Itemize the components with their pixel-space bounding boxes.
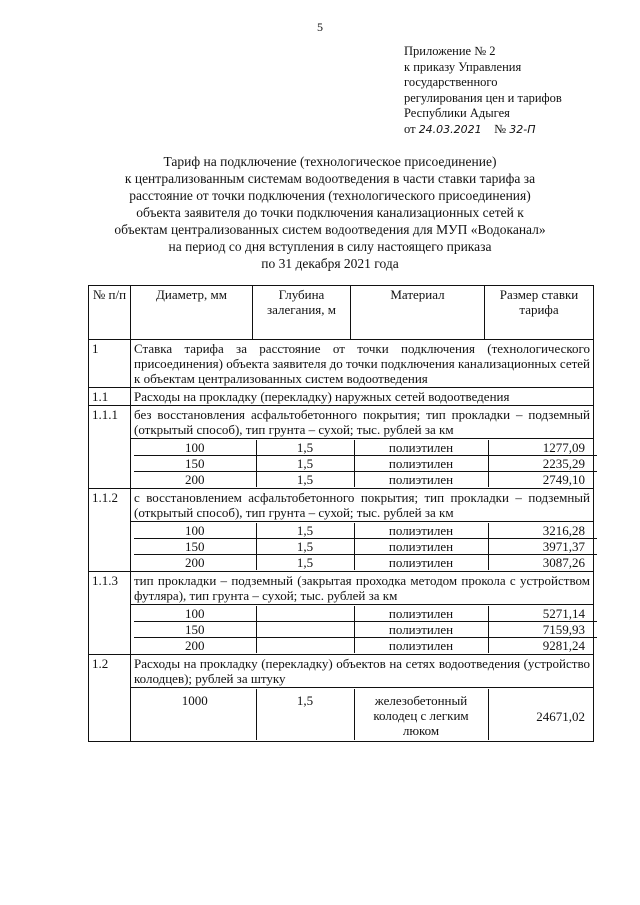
row-description: без восстановления асфальтобетонного покрытия; тип прокладки – подземный (открытый способ), тип грунта – сухой; тыс. рублей за км — [131, 406, 594, 439]
table-row — [89, 340, 594, 388]
diameter-cell: 150 — [134, 456, 256, 472]
diameter-cell: 100 — [134, 440, 256, 456]
header-diameter: Диаметр, мм — [131, 286, 253, 340]
material-cell: полиэтилен — [354, 638, 488, 654]
sub-table — [134, 606, 597, 653]
material-cell: полиэтилен — [354, 555, 488, 571]
header-rate: Размер ставки тарифа — [485, 286, 594, 340]
tariff-table — [88, 285, 594, 742]
title-line: к централизованным системам водоотведения в части ставки тарифа за — [124, 171, 536, 186]
rate-cell: 3216,28 — [488, 523, 597, 539]
title-line: Тариф на подключение (технологическое присоединение) — [163, 154, 497, 169]
diameter-cell: 100 — [134, 606, 256, 622]
table-header-row — [89, 286, 594, 340]
rate-cell: 1277,09 — [488, 440, 597, 456]
rate-cell: 3087,26 — [488, 555, 597, 571]
row-description: Расходы на прокладку (перекладку) наружных сетей водоотведения — [131, 388, 594, 406]
rate-cell: 5271,14 — [488, 606, 597, 622]
appendix-line: Республики Адыгея — [404, 106, 510, 121]
table-row — [89, 655, 594, 688]
diameter-cell: 150 — [134, 622, 256, 638]
depth-cell — [256, 622, 354, 638]
depth-cell — [256, 638, 354, 654]
page-number: 5 — [317, 20, 323, 34]
material-cell: полиэтилен — [354, 440, 488, 456]
table-row — [134, 606, 597, 622]
material-cell: полиэтилен — [354, 622, 488, 638]
table-row — [89, 439, 594, 489]
appendix-line: государственного — [404, 75, 498, 90]
diameter-cell: 200 — [134, 555, 256, 571]
order-date-number — [404, 122, 634, 138]
sub-table-cell — [131, 688, 594, 742]
table-row — [134, 539, 597, 555]
sub-table-cell — [131, 522, 594, 572]
row-number: 1.1 — [89, 388, 131, 406]
document-title — [70, 153, 590, 272]
material-cell: железобетонный колодец с легким люком — [354, 689, 488, 740]
title-line: на период со дня вступления в силу настоящего приказа — [168, 239, 492, 254]
material-cell: полиэтилен — [354, 606, 488, 622]
table-row — [89, 522, 594, 572]
diameter-cell: 200 — [134, 472, 256, 488]
table-row — [89, 489, 594, 522]
table-row — [89, 388, 594, 406]
number-prefix: № — [494, 121, 507, 136]
table-row — [134, 440, 597, 456]
depth-cell: 1,5 — [256, 555, 354, 571]
table-row — [134, 523, 597, 539]
row-number: 1.1.2 — [89, 489, 131, 572]
depth-cell: 1,5 — [256, 456, 354, 472]
diameter-cell: 150 — [134, 539, 256, 555]
table-row — [134, 689, 597, 740]
diameter-cell: 1000 — [134, 689, 256, 740]
rate-cell: 2235,29 — [488, 456, 597, 472]
row-number: 1 — [89, 340, 131, 388]
table-row — [89, 572, 594, 605]
title-line: по 31 декабря 2021 года — [261, 256, 399, 271]
row-number: 1.1.3 — [89, 572, 131, 655]
sub-table — [134, 523, 597, 570]
table-row — [134, 555, 597, 571]
depth-cell: 1,5 — [256, 523, 354, 539]
sub-table-cell — [131, 605, 594, 655]
row-description: тип прокладки – подземный (закрытая проходка методом прокола с устройством футляра), тип грунта – сухой; тыс. рублей за км — [131, 572, 594, 605]
header-material: Материал — [351, 286, 485, 340]
table-row — [89, 688, 594, 742]
sub-table — [134, 440, 597, 487]
header-num: № п/п — [89, 286, 131, 340]
row-description: Расходы на прокладку (перекладку) объектов на сетях водоотведения (устройство колодцев); рублей за штуку — [131, 655, 594, 688]
appendix-line: Приложение № 2 — [404, 44, 496, 58]
appendix-block — [404, 44, 634, 138]
row-number: 1.1.1 — [89, 406, 131, 489]
table-row — [134, 622, 597, 638]
material-cell: полиэтилен — [354, 523, 488, 539]
material-cell: полиэтилен — [354, 472, 488, 488]
title-line: объектам централизованных систем водоотведения для МУП «Водоканал» — [114, 222, 546, 237]
depth-cell: 1,5 — [256, 539, 354, 555]
table-row — [89, 605, 594, 655]
row-description: Ставка тарифа за расстояние от точки подключения (технологического присоединения) объекта заявителя до точки подключения канализационных сетей к объектам централизованных систем водоотведения — [131, 340, 594, 388]
material-cell: полиэтилен — [354, 539, 488, 555]
material-cell: полиэтилен — [354, 456, 488, 472]
diameter-cell: 100 — [134, 523, 256, 539]
rate-cell: 7159,93 — [488, 622, 597, 638]
row-description: с восстановлением асфальтобетонного покрытия; тип прокладки – подземный (открытый способ), тип грунта – сухой; тыс. рублей за км — [131, 489, 594, 522]
rate-cell: 2749,10 — [488, 472, 597, 488]
depth-cell: 1,5 — [256, 472, 354, 488]
diameter-cell: 200 — [134, 638, 256, 654]
title-line: объекта заявителя до точки подключения канализационных сетей к — [136, 205, 524, 220]
depth-cell: 1,5 — [256, 440, 354, 456]
sub-table — [134, 689, 597, 740]
table-row — [134, 472, 597, 488]
order-date: 24.03.2021 — [418, 122, 482, 136]
sub-table-cell — [131, 439, 594, 489]
order-number: 32-П — [509, 122, 536, 136]
title-line: расстояние от точки подключения (технологического присоединения) — [129, 188, 531, 203]
rate-cell: 24671,02 — [488, 689, 597, 740]
header-depth: Глубина залегания, м — [253, 286, 351, 340]
date-prefix: от — [404, 121, 416, 136]
rate-cell: 3971,37 — [488, 539, 597, 555]
depth-cell: 1,5 — [256, 689, 354, 740]
row-number: 1.2 — [89, 655, 131, 742]
depth-cell — [256, 606, 354, 622]
table-row — [89, 406, 594, 439]
rate-cell: 9281,24 — [488, 638, 597, 654]
appendix-line: регулирования цен и тарифов — [404, 90, 562, 105]
appendix-line: к приказу Управления — [404, 59, 522, 74]
table-row — [134, 456, 597, 472]
table-row — [134, 638, 597, 654]
